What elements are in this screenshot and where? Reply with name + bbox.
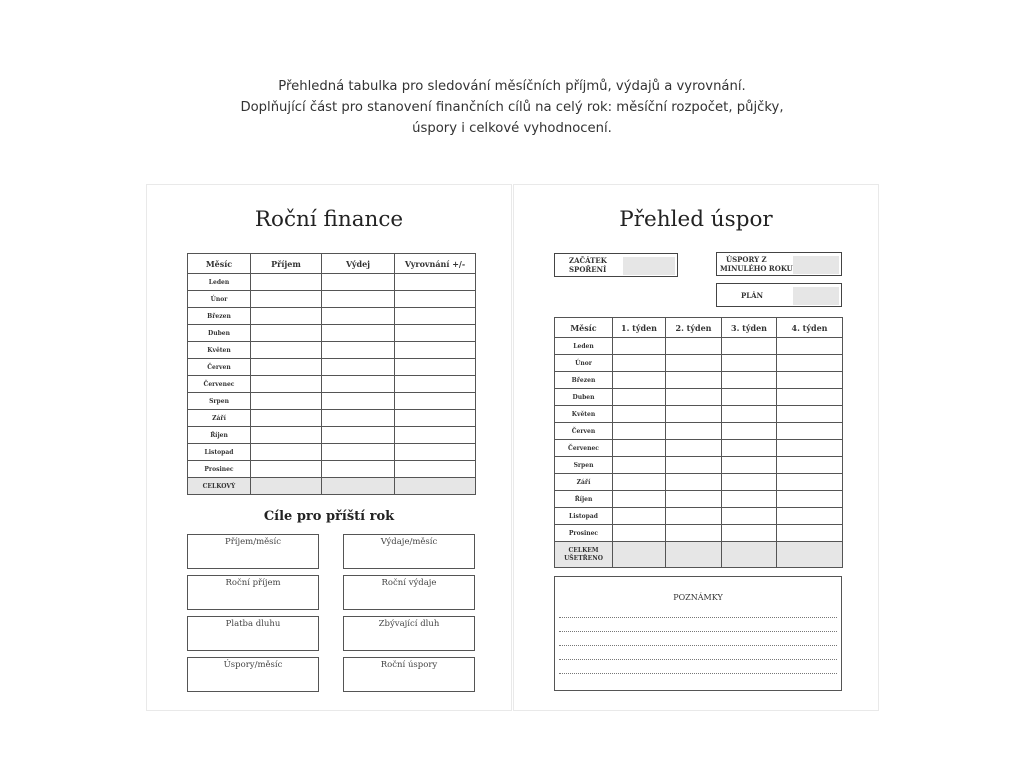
- cell-week-1[interactable]: [613, 372, 666, 389]
- month-label: Září: [188, 410, 251, 427]
- goals-title: Cíle pro příští rok: [263, 509, 395, 524]
- table-header-row: [555, 318, 843, 338]
- table-row: [555, 389, 843, 406]
- savings-start-box[interactable]: [554, 253, 678, 277]
- cell-week-1[interactable]: [613, 508, 666, 525]
- cell-income[interactable]: [251, 376, 322, 393]
- cell-expense[interactable]: [322, 461, 395, 478]
- goal-box-monthly-savings[interactable]: Úspory/měsíc: [187, 657, 319, 692]
- month-label: Leden: [188, 274, 251, 291]
- month-label: Září: [555, 474, 613, 491]
- savings-start-label-line-1: ZAČÁTEK: [569, 256, 607, 265]
- month-label: Říjen: [188, 427, 251, 444]
- cell-week-2[interactable]: [666, 389, 722, 406]
- cell-week-3[interactable]: [722, 423, 777, 440]
- table-row: [555, 525, 843, 542]
- cell-week-4[interactable]: [777, 440, 843, 457]
- notes-line: [559, 631, 837, 632]
- cell-balance[interactable]: [395, 427, 476, 444]
- cell-week-3[interactable]: [722, 508, 777, 525]
- col-header-week-3: 3. týden: [722, 318, 777, 338]
- annual-finance-page: [146, 184, 512, 711]
- previous-year-savings-label: [720, 255, 793, 273]
- month-label: Listopad: [188, 444, 251, 461]
- cell-income[interactable]: [251, 359, 322, 376]
- cell-week-4[interactable]: [777, 389, 843, 406]
- month-label: Červen: [555, 423, 613, 440]
- previous-year-savings-label-line-1: ÚSPORY Z: [726, 255, 767, 264]
- goal-box-monthly-expenses[interactable]: Výdaje/měsíc: [343, 534, 475, 569]
- cell-week-2[interactable]: [666, 508, 722, 525]
- intro-text: [0, 76, 1024, 139]
- table-header-row: [188, 254, 476, 274]
- cell-week-2[interactable]: [666, 338, 722, 355]
- cell-income[interactable]: [251, 393, 322, 410]
- cell-income[interactable]: [251, 410, 322, 427]
- table-row: [555, 457, 843, 474]
- cell-week-4[interactable]: [777, 457, 843, 474]
- total-row: [555, 542, 843, 568]
- col-header-expense: Výdej: [322, 254, 395, 274]
- table-row: [188, 291, 476, 308]
- cell-week-1[interactable]: [613, 457, 666, 474]
- notes-line: [559, 645, 837, 646]
- cell-balance[interactable]: [395, 444, 476, 461]
- cell-week-4-total[interactable]: [777, 542, 843, 568]
- cell-expense[interactable]: [322, 427, 395, 444]
- cell-week-3-total[interactable]: [722, 542, 777, 568]
- table-row: [188, 410, 476, 427]
- previous-year-savings-box[interactable]: [716, 252, 842, 276]
- notes-line: [559, 659, 837, 660]
- table-row: [555, 508, 843, 525]
- table-row: [555, 474, 843, 491]
- notes-line: [559, 673, 837, 674]
- notes-title: POZNÁMKY: [673, 593, 723, 602]
- cell-balance[interactable]: [395, 461, 476, 478]
- goal-box-debt-payment[interactable]: Platba dluhu: [187, 616, 319, 651]
- annual-finance-table: [187, 253, 476, 495]
- cell-expense[interactable]: [322, 410, 395, 427]
- table-row: [555, 491, 843, 508]
- savings-start-field[interactable]: [623, 257, 675, 275]
- cell-week-3[interactable]: [722, 491, 777, 508]
- savings-overview-page: [513, 184, 879, 711]
- cell-week-4[interactable]: [777, 423, 843, 440]
- cell-income[interactable]: [251, 461, 322, 478]
- month-label: Březen: [555, 372, 613, 389]
- cell-week-2[interactable]: [666, 406, 722, 423]
- cell-week-4[interactable]: [777, 525, 843, 542]
- cell-income[interactable]: [251, 444, 322, 461]
- plan-label: PLÁN: [741, 291, 764, 300]
- month-label: Březen: [188, 308, 251, 325]
- cell-week-2[interactable]: [666, 474, 722, 491]
- cell-week-3[interactable]: [722, 457, 777, 474]
- total-label: CELKOVÝ: [188, 478, 251, 495]
- table-row: [188, 461, 476, 478]
- table-row: [555, 355, 843, 372]
- table-row: [188, 274, 476, 291]
- cell-week-3[interactable]: [722, 440, 777, 457]
- notes-line: [559, 617, 837, 618]
- goal-box-monthly-income[interactable]: Příjem/měsíc: [187, 534, 319, 569]
- month-label: Srpen: [555, 457, 613, 474]
- cell-expense[interactable]: [322, 376, 395, 393]
- cell-week-4[interactable]: [777, 508, 843, 525]
- savings-start-label-line-2: SPOŘENÍ: [569, 265, 607, 274]
- cell-expense[interactable]: [322, 393, 395, 410]
- cell-income[interactable]: [251, 274, 322, 291]
- cell-week-4[interactable]: [777, 491, 843, 508]
- cell-balance[interactable]: [395, 291, 476, 308]
- cell-balance[interactable]: [395, 376, 476, 393]
- month-label: Listopad: [555, 508, 613, 525]
- total-label-line-2: UŠETŘENO: [564, 554, 603, 562]
- col-header-week-2: 2. týden: [666, 318, 722, 338]
- month-label: Červenec: [555, 440, 613, 457]
- cell-week-4[interactable]: [777, 474, 843, 491]
- cell-week-4[interactable]: [777, 355, 843, 372]
- cell-week-2[interactable]: [666, 372, 722, 389]
- cell-balance[interactable]: [395, 342, 476, 359]
- cell-week-1[interactable]: [613, 440, 666, 457]
- cell-week-1[interactable]: [613, 423, 666, 440]
- goal-box-annual-income[interactable]: Roční příjem: [187, 575, 319, 610]
- cell-income[interactable]: [251, 342, 322, 359]
- table-row: [188, 444, 476, 461]
- cell-expense[interactable]: [322, 342, 395, 359]
- cell-expense[interactable]: [322, 274, 395, 291]
- goal-box-annual-expenses[interactable]: Roční výdaje: [343, 575, 475, 610]
- previous-year-savings-field[interactable]: [793, 256, 839, 274]
- cell-week-1[interactable]: [613, 406, 666, 423]
- annual-finance-title: Roční finance: [254, 207, 404, 232]
- month-label: Srpen: [188, 393, 251, 410]
- notes-box[interactable]: [554, 576, 842, 691]
- table-row: [188, 376, 476, 393]
- cell-income-total[interactable]: [251, 478, 322, 495]
- cell-balance[interactable]: [395, 308, 476, 325]
- savings-start-label: [569, 256, 607, 274]
- cell-week-2[interactable]: [666, 491, 722, 508]
- cell-week-2[interactable]: [666, 457, 722, 474]
- table-row: [188, 359, 476, 376]
- cell-income[interactable]: [251, 427, 322, 444]
- cell-week-3[interactable]: [722, 389, 777, 406]
- month-label: Leden: [555, 338, 613, 355]
- table-row: [555, 372, 843, 389]
- table-row: [188, 393, 476, 410]
- cell-week-1[interactable]: [613, 474, 666, 491]
- cell-week-1[interactable]: [613, 389, 666, 406]
- cell-week-1[interactable]: [613, 525, 666, 542]
- month-label: Únor: [188, 291, 251, 308]
- cell-balance[interactable]: [395, 274, 476, 291]
- table-row: [555, 406, 843, 423]
- goal-box-annual-savings[interactable]: Roční úspory: [343, 657, 475, 692]
- plan-field[interactable]: [793, 287, 839, 305]
- cell-week-3[interactable]: [722, 338, 777, 355]
- col-header-balance: Vyrovnání +/-: [395, 254, 476, 274]
- cell-week-4[interactable]: [777, 338, 843, 355]
- month-label: Duben: [555, 389, 613, 406]
- cell-expense[interactable]: [322, 325, 395, 342]
- plan-box[interactable]: [716, 283, 842, 307]
- intro-line-3: úspory i celkové vyhodnocení.: [412, 121, 612, 136]
- month-label: Červen: [188, 359, 251, 376]
- total-label: [555, 542, 613, 568]
- col-header-week-1: 1. týden: [613, 318, 666, 338]
- cell-week-2[interactable]: [666, 355, 722, 372]
- cell-week-1-total[interactable]: [613, 542, 666, 568]
- table-row: [555, 338, 843, 355]
- cell-income[interactable]: [251, 308, 322, 325]
- intro-line-1: Přehledná tabulka pro sledování měsíčních příjmů, výdajů a vyrovnání.: [278, 79, 746, 94]
- cell-week-2-total[interactable]: [666, 542, 722, 568]
- cell-balance[interactable]: [395, 325, 476, 342]
- cell-expense[interactable]: [322, 291, 395, 308]
- table-row: [555, 440, 843, 457]
- cell-week-4[interactable]: [777, 406, 843, 423]
- cell-expense[interactable]: [322, 444, 395, 461]
- month-label: Prosinec: [555, 525, 613, 542]
- cell-week-3[interactable]: [722, 355, 777, 372]
- cell-week-1[interactable]: [613, 491, 666, 508]
- cell-week-3[interactable]: [722, 372, 777, 389]
- intro-line-2: Doplňující část pro stanovení finančních cílů na celý rok: měsíční rozpočet, půjčky,: [240, 100, 784, 115]
- table-row: [188, 325, 476, 342]
- cell-balance[interactable]: [395, 393, 476, 410]
- cell-week-3[interactable]: [722, 474, 777, 491]
- cell-expense[interactable]: [322, 359, 395, 376]
- col-header-month: Měsíc: [555, 318, 613, 338]
- previous-year-savings-label-line-2: MINULÉHO ROKU: [720, 264, 793, 273]
- table-row: [188, 427, 476, 444]
- savings-overview-title: Přehled úspor: [619, 207, 773, 232]
- cell-balance-total[interactable]: [395, 478, 476, 495]
- cell-week-2[interactable]: [666, 440, 722, 457]
- month-label: Květen: [555, 406, 613, 423]
- weekly-savings-table: [554, 317, 843, 568]
- col-header-income: Příjem: [251, 254, 322, 274]
- cell-week-1[interactable]: [613, 338, 666, 355]
- cell-week-3[interactable]: [722, 406, 777, 423]
- total-row: [188, 478, 476, 495]
- cell-week-1[interactable]: [613, 355, 666, 372]
- total-label-line-1: CELKEM: [568, 546, 599, 554]
- cell-week-2[interactable]: [666, 525, 722, 542]
- table-row: [555, 423, 843, 440]
- cell-income[interactable]: [251, 291, 322, 308]
- cell-balance[interactable]: [395, 410, 476, 427]
- month-label: Červenec: [188, 376, 251, 393]
- table-row: [188, 308, 476, 325]
- col-header-month: Měsíc: [188, 254, 251, 274]
- month-label: Říjen: [555, 491, 613, 508]
- cell-week-2[interactable]: [666, 423, 722, 440]
- cell-week-4[interactable]: [777, 372, 843, 389]
- month-label: Únor: [555, 355, 613, 372]
- month-label: Květen: [188, 342, 251, 359]
- table-row: [188, 342, 476, 359]
- cell-balance[interactable]: [395, 359, 476, 376]
- cell-expense[interactable]: [322, 308, 395, 325]
- cell-week-3[interactable]: [722, 525, 777, 542]
- month-label: Duben: [188, 325, 251, 342]
- cell-expense-total[interactable]: [322, 478, 395, 495]
- cell-income[interactable]: [251, 325, 322, 342]
- goal-box-remaining-debt[interactable]: Zbývající dluh: [343, 616, 475, 651]
- col-header-week-4: 4. týden: [777, 318, 843, 338]
- month-label: Prosinec: [188, 461, 251, 478]
